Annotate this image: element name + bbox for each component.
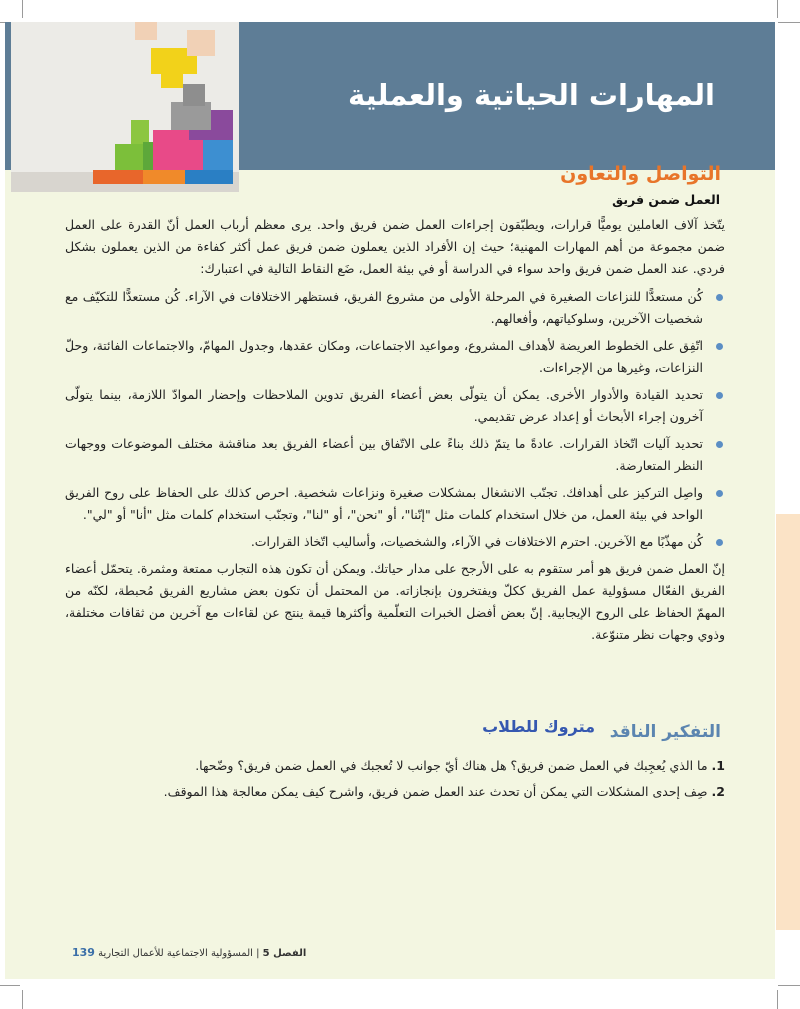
- section-title: التواصل والتعاون: [560, 163, 721, 185]
- blocks-photo: [11, 22, 239, 192]
- crop-mark: [777, 990, 778, 1009]
- bullet-icon: [716, 392, 723, 399]
- subheading: العمل ضمن فريق: [612, 192, 720, 207]
- crop-mark: [778, 985, 800, 986]
- crop-mark: [778, 22, 800, 23]
- critical-thinking-title: التفكير الناقد: [609, 722, 721, 742]
- intro-paragraph: يتّخذ آلاف العاملين يوميًّا قرارات، ويطبّقون إجراءات العمل ضمن فريق واحد. يرى معظم أرباب العمل أنّ القدرة على العمل ضمن مجموعة من أهم المهارات المهنية؛ حيث إن الأفراد الذين يعملون ضمن فريق عمل أكثر كفاءة من الذين يعملون بشكل فردي. عند العمل ضمن فريق واحد سواء في الدراسة أو في بيئة العمل، ضَع النقاط التالية في اعتبارك:: [65, 217, 725, 276]
- crop-mark: [22, 0, 23, 18]
- stacked-blocks-image: [11, 22, 239, 192]
- page: [5, 22, 775, 979]
- page-number: 139: [72, 946, 95, 959]
- list-item: تحديد القيادة والأدوار الأخرى. يمكن أن يتولّى بعض أعضاء الفريق تدوين الملاحظات وإحضار الموادّ اللازمة، بينما يتولّى آخرون إجراء الأبحاث أو إعداد عرض تقديمي.: [65, 384, 725, 428]
- bullet-icon: [716, 441, 723, 448]
- list-item: اتّفِق على الخطوط العريضة لأهداف المشروع، ومواعيد الاجتماعات، ومكان عقدها، وجدول المهامّ، والاجتماعات الفائتة، وحلّ النزاعات، وغيرها من الإجراءات.: [65, 335, 725, 379]
- list-item: تحديد آليات اتّخاذ القرارات. عادةً ما يتمّ ذلك بناءً على الاتّفاق بين أعضاء الفريق بعد مناقشة مختلف الموضوعات ووجهات النظر المتعارضة.: [65, 433, 725, 477]
- chapter-label: الفصل 5: [262, 948, 307, 959]
- tips-list: [65, 286, 725, 553]
- question-item: 1. ما الذي يُعجِبك في العمل ضمن فريق؟ هل هناك أيّ جوانب لا تُعجبك في العمل ضمن فريق؟ وضّحها.: [195, 758, 725, 773]
- questions-list: [65, 754, 725, 806]
- bullet-icon: [716, 343, 723, 350]
- side-tab: [776, 514, 800, 930]
- footer-separator: |: [252, 948, 260, 959]
- question-item: 2. صِف إحدى المشكلات التي يمكن أن تحدث عند العمل ضمن فريق، واشرح كيف يمكن معالجة هذا الموقف.: [163, 784, 725, 799]
- book-title: المسؤولية الاجتماعية للأعمال التجارية: [98, 948, 253, 959]
- crop-mark: [0, 985, 20, 986]
- list-item: واصِل التركيز على أهدافك. تجنّب الانشغال بمشكلات صغيرة ونزاعات شخصية. احرص كذلك على الحفاظ على روح الفريق الواحد في بيئة العمل، من خلال استخدام كلمات مثل "إنّنا"، أو "نحن"، أو "لنا"، وتجنّب استخدام كلمات مثل "أنا" أو "لي".: [65, 482, 725, 526]
- closing-paragraph: إنّ العمل ضمن فريق هو أمر ستقوم به على الأرجح على مدار حياتك. ويمكن أن تكون هذه التجارب ممتعة ومثمرة. يتحمّل أعضاء الفريق الفعّال مسؤولية عمل الفريق ككلّ ويفتخرون بإنجازاته. من المحتمل أن تكون بعض مشاريع الفريق مُحبطة، لكنّه من المهمّ الحفاظ على الروح الإيجابية. إنّ بعض أفضل الخبرات التعلّمية وأكثرها قيمة ينتج عن لقاءات مع آخرين من ثقافات مختلفة، وذوي وجهات نظر متنوّعة.: [65, 561, 725, 642]
- bullet-icon: [716, 294, 723, 301]
- page-footer: [72, 946, 306, 959]
- page-title: المهارات الحياتية والعملية: [348, 78, 715, 112]
- crop-mark: [777, 0, 778, 18]
- main-text: [65, 214, 725, 646]
- bullet-icon: [716, 539, 723, 546]
- list-item: كُن مهذّبًا مع الآخرين. احترم الاختلافات في الآراء، والشخصيات، وأساليب اتّخاذ القرارات.: [65, 531, 725, 553]
- crop-mark: [22, 990, 23, 1009]
- bullet-icon: [716, 490, 723, 497]
- handwritten-note: متروك للطلاب: [482, 717, 595, 736]
- list-item: كُن مستعدًّا للنزاعات الصغيرة في المرحلة الأولى من مشروع الفريق، فستظهر الاختلافات في الآراء. كُن مستعدًّا للتكيّف مع شخصيات الآخرين، وسلوكياتهم، وأفعالهم.: [65, 286, 725, 330]
